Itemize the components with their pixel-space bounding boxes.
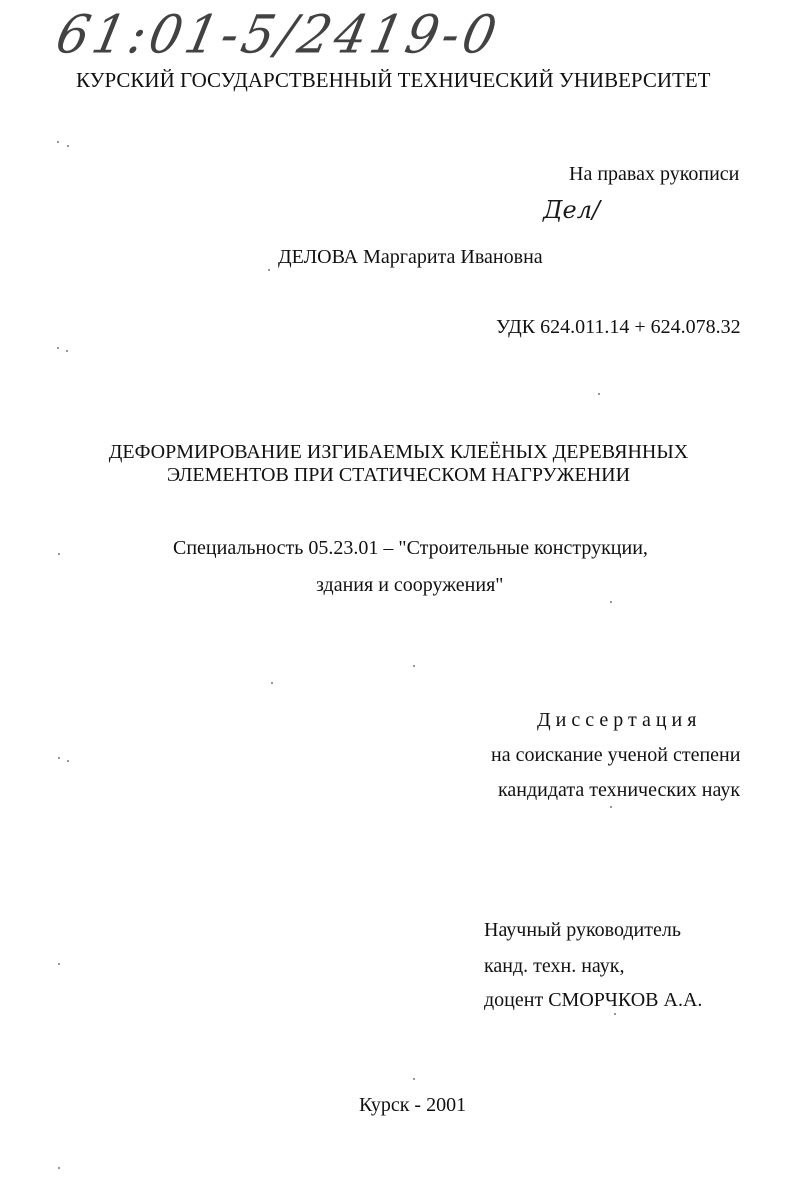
author-name: ДЕЛОВА Маргарита Ивановна <box>278 246 543 268</box>
scan-speck <box>413 665 415 667</box>
scan-speck <box>67 760 69 762</box>
scan-speck <box>58 757 60 759</box>
supervisor-label: Научный руководитель <box>484 919 681 941</box>
scan-speck <box>610 601 612 603</box>
degree-line-2: кандидата технических наук <box>498 779 741 801</box>
university-name: КУРСКИЙ ГОСУДАРСТВЕННЫЙ ТЕХНИЧЕСКИЙ УНИВЕРСИТЕТ <box>76 68 711 92</box>
scan-speck <box>66 350 68 352</box>
scan-speck <box>610 806 612 808</box>
scan-speck <box>58 1167 60 1169</box>
scan-speck <box>271 682 273 684</box>
specialty-line-1: Специальность 05.23.01 – "Строительные конструкции, <box>173 537 648 559</box>
manuscript-rights-label: На правах рукописи <box>569 163 740 185</box>
title-line-2: ЭЛЕМЕНТОВ ПРИ СТАТИЧЕСКОМ НАГРУЖЕНИИ <box>166 464 631 486</box>
scan-speck <box>268 269 270 271</box>
specialty-line-2: здания и сооружения" <box>316 574 504 596</box>
scan-speck <box>413 1078 415 1080</box>
degree-line-1: на соискание ученой степени <box>491 744 741 766</box>
scan-speck <box>57 141 59 143</box>
supervisor-name: доцент СМОРЧКОВ А.А. <box>484 989 703 1011</box>
place-and-year: Курск - 2001 <box>359 1094 467 1116</box>
dissertation-label: Диссертация <box>537 709 702 731</box>
dissertation-title <box>0 441 797 487</box>
title-line-1: ДЕФОРМИРОВАНИЕ ИЗГИБАЕМЫХ КЛЕЁНЫХ ДЕРЕВЯННЫХ <box>108 441 689 463</box>
archive-stamp-handwritten: 61:01-5/2419-0 <box>51 4 506 65</box>
udc-code: УДК 624.011.14 + 624.078.32 <box>496 316 741 338</box>
author-signature: Дел/ <box>543 196 601 224</box>
supervisor-degree: канд. техн. наук, <box>484 955 625 977</box>
scan-speck <box>58 553 60 555</box>
scan-speck <box>58 963 60 965</box>
scan-speck <box>598 393 600 395</box>
scan-speck <box>614 1013 616 1015</box>
scan-speck <box>67 145 69 147</box>
scan-speck <box>57 347 59 349</box>
